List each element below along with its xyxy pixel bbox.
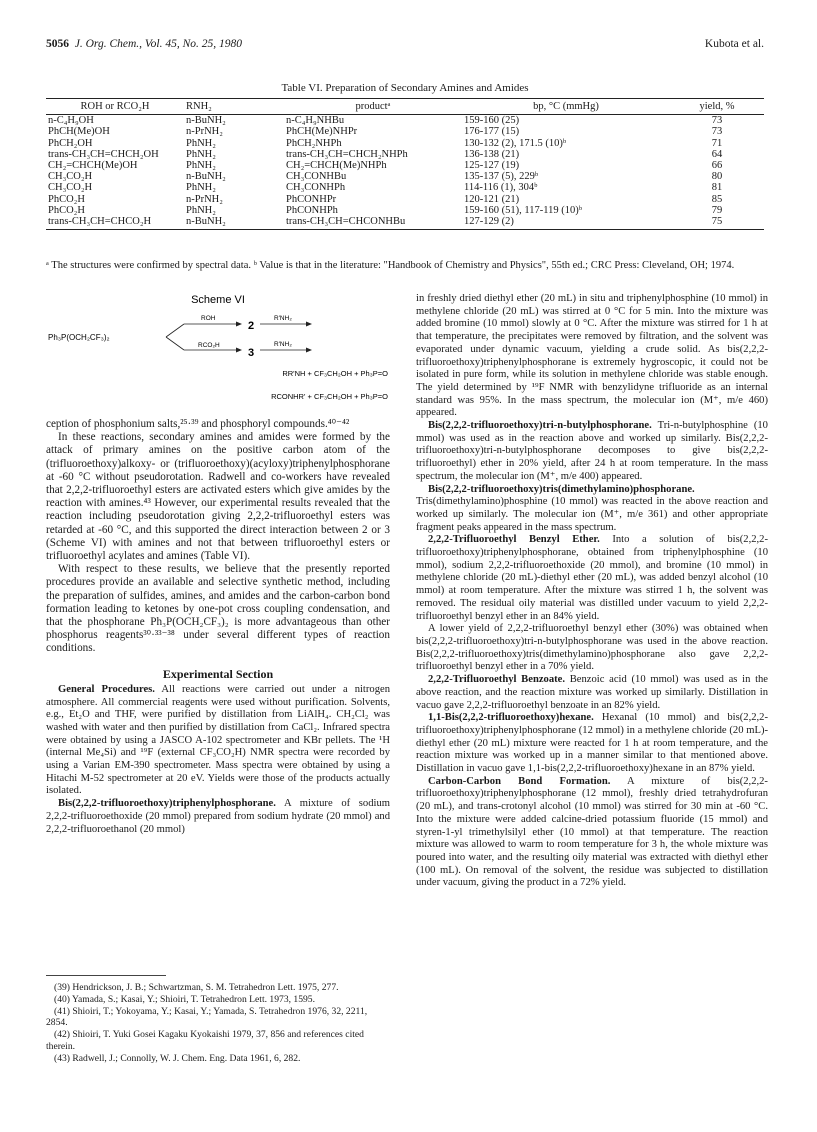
bis-triphenyl-paragraph bbox=[46, 798, 390, 836]
table-cell: 125-127 (19) bbox=[464, 160, 520, 172]
table-cell: PhCH₂NHPh bbox=[286, 137, 342, 149]
table-row bbox=[46, 182, 764, 193]
upper-amine-label: R'NH₂ bbox=[274, 315, 292, 322]
general-procedures-paragraph bbox=[46, 684, 390, 798]
table-cell: PhCO₂H bbox=[48, 204, 85, 216]
left-paragraph: In these reactions, secondary amines and amides were formed by the attack of primary amines on the positive carbon atom of the (trifluoroethoxy)alkoxy- or (trifluoroethoxy)(acyloxy)triphenylphosphorane at -60 °C without pseudorotation. Radwell and co-workers have revealed that 2,2,2-trifluoroethyl esters are activated esters which give amides by the reaction with amines.⁴³ However, our experimental results revealed that the reaction including pseudorotation giving 2,2,2-trifluoroethyl esters was retarded at -60 °C, and this supported the direct interaction between 2 or 3 (Scheme VI) with amines and not that between trifluoroethyl esters or trifluoroethyl acylates and amines (Table VI). bbox=[46, 431, 390, 563]
right-paragraph bbox=[416, 674, 768, 712]
upper-product: RR'NH + CF₃CH₂OH + Ph₃P=O bbox=[282, 369, 388, 378]
running-head-authors: Kubota et al. bbox=[704, 38, 764, 50]
right-column bbox=[416, 293, 768, 890]
table-cell: PhCO₂H bbox=[48, 193, 85, 205]
subsection-text: Benzoic acid (10 mmol) was used as in the above reaction, and the reaction mixture was worked up similarly. Distillation in vacuo gave 2,2,2-trifluoroethyl benzoate in an 82% yield. bbox=[416, 674, 769, 711]
upper-arrow-label: ROH bbox=[201, 315, 216, 322]
upper-amine-arrowhead bbox=[306, 322, 312, 327]
reference-item: (40) Yamada, S.; Kasai, Y.; Shioiri, T. Tetrahedron Lett. 1973, 1595. bbox=[54, 993, 315, 1005]
right-paragraph bbox=[416, 534, 768, 623]
subsection-title: 2,2,2-Trifluoroethyl Benzyl Ether. bbox=[428, 534, 600, 546]
table-cell: CH₃CONHPh bbox=[286, 182, 346, 194]
table-row bbox=[46, 216, 764, 230]
subsection-text: Tris(dimethylamino)phosphine (10 mmol) was reacted in the above reaction and worked up similarly. The molecular ion (M⁺, m/e 361) and other appropriate fragment peaks appeared in the mass spectrum. bbox=[416, 496, 768, 533]
table-cell: 114-116 (1), 304ᵇ bbox=[464, 182, 538, 194]
subsection-title: Bis(2,2,2-trifluoroethoxy)tri-n-butylphosphorane. bbox=[428, 420, 652, 432]
left-paragraph: ception of phosphonium salts,²⁵·³⁹ and phosphoryl compounds.⁴⁰⁻⁴² bbox=[46, 418, 350, 430]
table-cell: n-C₄H₉NHBu bbox=[286, 115, 345, 127]
compound-3-label: 3 bbox=[248, 347, 255, 359]
general-procedures-text: All reactions were carried out under a nitrogen atmosphere. All commercial reagents were used without purification. Solvents, e.g., Et₂O and THF, were purified by distillation from LiAlH₄. CH₂Cl₂ was washed with water and then purified by distillation from CaCl₂. Infrared spectra were obtained by using a JASCO A-102 spectrometer and KBr pellets. The ¹H (internal Me₄Si) and ¹⁹F (external CF₃CO₂H) NMR spectra were recorded by using a Varian EM-390 spectrometer. Mass spectra were obtained by using a Hitachi M-52 spectrometer at 20 eV. Yields were those of the products actually isolated. bbox=[46, 683, 390, 797]
table-cell: PhCONHPh bbox=[286, 204, 338, 216]
subsection-title: 1,1-Bis(2,2,2-trifluoroethoxy)hexane. bbox=[428, 712, 594, 724]
table-cell: PhNH₂ bbox=[186, 148, 216, 160]
right-paragraph bbox=[416, 484, 768, 535]
subsection-text: Tri-n-butylphosphine (10 mmol) was used as in the reaction above and worked up similarly. Bis(2,2,2-trifluoroethoxy)tri-n-butylphosphorane decomposes to give bis(2,2,2-trifluoroethyl) ether in 20% yield, after 24 h at room temperature. In the mass spectrum, the molecular ion (M⁺, m/e 400) appeared. bbox=[416, 420, 768, 482]
table-cell: 176-177 (15) bbox=[464, 126, 520, 138]
table-cell: CH₃CO₂H bbox=[48, 182, 93, 194]
table-cell: 85 bbox=[711, 193, 723, 205]
scheme-title: Scheme VI bbox=[191, 294, 245, 306]
table-cell: 135-137 (5), 229ᵇ bbox=[464, 171, 539, 183]
left-column bbox=[46, 418, 390, 836]
bis-triphenyl-text: A mixture of sodium 2,2,2-trifluoroethoxide (20 mmol) prepared from sodium hydrate (20 mmol) and 2,2,2-trifluoroethanol (20 mmol) bbox=[46, 798, 390, 835]
table-cell: n-PrNH₂ bbox=[186, 126, 223, 138]
subsection-text: A mixture of bis(2,2,2-trifluoroethoxy)triphenylphosphorane (12 mmol), freshly dried tetrahydrofuran (20 mL), and trans-crotonyl alcohol (10 mmol) was stirred for 30 min at -60 °C. Into the mixture were added calcine-dried potassium fluoride (15 mmol) and styren-1-yl trimethylsilyl ether (10 mmol) at that temperature. The reaction mixture was allowed to warm to room temperature for 3 h, the whole mixture was poured into water, and the resulting oily material was extracted with diethyl ether (100 mL). On removal of the solvent, the residue was subjected to distillation under vacuum, giving the product in a 72% yield. bbox=[416, 775, 768, 889]
right-paragraph: in freshly dried diethyl ether (20 mL) in situ and triphenylphosphine (10 mmol) in methylene chloride (20 mL) was stirred at 0 °C for 5 min. Into the mixture was added bromine (10 mmol) slowly at 0 °C. After the mixture was stirred for 1 h at that temperature, the precipitates were removed by filtration, and the solvent was evaporated under dynamic vacuum, yielding a crude solid. As bis(2,2,2-trifluoroethoxy)triphenylphosphorane is extremely hygroscopic, it could not be isolated in pure form, while its solution in methylene chloride was stable enough. The yield determined by ¹⁹F NMR with benzylidyne trifluoride as an internal standard was 95%. In the mass spectrum, the molecular ion (M⁺, m/e 460) appeared. bbox=[416, 293, 768, 419]
table-header-cell: ROH or RCO₂H bbox=[80, 101, 150, 112]
table-footnote: ᵃ The structures were confirmed by spectral data. ᵇ Value is that in the literature: "Handbook of Chemistry and Physics", 55th ed.; CRC Press: Cleveland, OH; 1974. bbox=[46, 260, 735, 271]
table-cell: CH₃CONHBu bbox=[286, 171, 347, 183]
table-cell: PhNH₂ bbox=[186, 182, 216, 194]
references-rule bbox=[46, 975, 166, 976]
subsection-title: Bis(2,2,2-trifluoroethoxy)tris(dimethylamino)phosphorane. bbox=[428, 483, 695, 495]
reference-item: (39) Hendrickson, J. B.; Schwartzman, S. M. Tetrahedron Lett. 1975, 277. bbox=[54, 982, 339, 993]
table-cell: 159-160 (51), 117-119 (10)ᵇ bbox=[464, 204, 582, 216]
page-number: 5056 bbox=[46, 38, 69, 50]
table-cell: trans-CH₃CH=CHCONHBu bbox=[286, 216, 406, 228]
subsection-title: 2,2,2-Trifluoroethyl Benzoate. bbox=[428, 674, 566, 686]
table-cell: 73 bbox=[711, 115, 723, 127]
table-cell: n-BuNH₂ bbox=[186, 171, 226, 183]
table-caption: Table VI. Preparation of Secondary Amines and Amides bbox=[281, 82, 529, 94]
table-cell: PhNH₂ bbox=[186, 137, 216, 149]
table-cell: trans-CH₃CH=CHCH₂NHPh bbox=[286, 148, 408, 160]
reference-item: (42) Shioiri, T. Yuki Gosei Kagaku Kyokaishi 1979, 37, 856 and references cited therein. bbox=[46, 1029, 364, 1052]
lower-product: RCONHR' + CF₃CH₂OH + Ph₃P=O bbox=[271, 392, 388, 401]
right-paragraph: A lower yield of 2,2,2-trifluoroethyl benzyl ether (30%) was obtained when bis(2,2,2-trifluoroethoxy)tri-n-butylphosphorane was used in the above reaction. Bis(2,2,2-trifluoroethoxy)tris(dimethylamino)phosphorane also gave 2,2,2-trifluoroethyl benzyl ether in a 70% yield. bbox=[416, 623, 768, 673]
upper-branch-line bbox=[166, 324, 184, 337]
table-row bbox=[46, 149, 764, 160]
table-cell: 120-121 (21) bbox=[464, 193, 520, 205]
lower-branch-line bbox=[166, 337, 184, 350]
table-header-cell: bp, °C (mmHg) bbox=[533, 101, 599, 112]
left-paragraph: With respect to these results, we believe that the presently reported procedures provide an available and selective synthetic method, including the preparation of sulfides, amines, and amides and the carbon-carbon bond formation leading to ketones by one-pot cross coupling condensation, and that the phosphorane Ph₃P(OCH₂CF₃)₂ is more advantageous than other phosphorus reagents³⁰·³³⁻³⁸ under several different types of reaction conditions. bbox=[46, 563, 390, 655]
table-cell: PhCH₂OH bbox=[48, 137, 93, 149]
table-header-cell: RNH₂ bbox=[186, 101, 212, 112]
table-cell: PhCH(Me)NHPr bbox=[286, 126, 358, 138]
running-head bbox=[46, 38, 764, 56]
reference-item: (43) Radwell, J.; Connolly, W. J. Chem. Eng. Data 1961, 6, 282. bbox=[54, 1052, 301, 1064]
table-cell: 66 bbox=[711, 160, 723, 172]
subsection-title: Carbon-Carbon Bond Formation. bbox=[428, 775, 611, 787]
table-row bbox=[46, 160, 764, 171]
table-cell: CH₂=CHCH(Me)OH bbox=[48, 160, 138, 172]
lower-arrowhead bbox=[236, 348, 242, 353]
scheme-vi bbox=[46, 292, 390, 412]
table-cell: PhNH₂ bbox=[186, 204, 216, 216]
lower-arrow-label: RCO₂H bbox=[198, 342, 220, 349]
experimental-section-title: Experimental Section bbox=[162, 666, 274, 681]
table-cell: PhNH₂ bbox=[186, 160, 216, 172]
table-cell: 127-129 (2) bbox=[464, 216, 514, 228]
reference-item: (41) Shioiri, T.; Yokoyama, Y.; Kasai, Y.; Yamada, S. Tetrahedron 1976, 32, 2211, 2854. bbox=[46, 1005, 368, 1029]
subsection-text: Into a solution of bis(2,2,2-trifluoroethoxy)triphenylphosphorane, obtained from triphenylphosphine (10 mmol), sodium 2,2,2-trifluoroethoxide (20 mmol), and bromine (10 mmol) in methylene chloride (20 mL)-diethyl ether (20 mL), was added benzyl alcohol (10 mmol) at room temperature. After the mixture was stirred 1 h, the solvent was removed. The residual oily material was distilled under vacuum to yield 2,2,2-trifluoroethyl benzyl ether in an 84% yield. bbox=[416, 534, 768, 622]
scheme-diagram bbox=[46, 292, 390, 412]
table-cell: 136-138 (21) bbox=[464, 148, 520, 160]
table-cell: 130-132 (2), 171.5 (10)ᵇ bbox=[464, 137, 567, 149]
journal-name: J. Org. Chem., bbox=[74, 38, 143, 50]
upper-arrowhead bbox=[236, 322, 242, 327]
table-cell: 73 bbox=[711, 126, 723, 138]
table-row bbox=[46, 138, 764, 149]
lower-amine-arrowhead bbox=[306, 348, 312, 353]
table-cell: trans-CH₃CH=CHCO₂H bbox=[48, 216, 152, 228]
subsection-text: Hexanal (10 mmol) and bis(2,2,2-trifluoroethoxy)triphenylphosphorane (12 mmol) in a methylene chloride (20 mL)-diethyl ether (20 mL) mixture were reacted for 1 h at room temperature, and the reaction mixture was worked up in a manner similar to that mentioned above. Distillation in vacuo gave 1,1-bis(2,2,2-trifluoroethoxy)hexane in an 87% yield. bbox=[416, 712, 768, 775]
table-row bbox=[46, 171, 764, 182]
right-paragraph bbox=[416, 776, 768, 890]
table-cell: n-BuNH₂ bbox=[186, 216, 226, 228]
scheme-reagent: Ph₃P(OCH₂CF₃)₂ bbox=[48, 333, 110, 342]
lower-amine-label: R'NH₂ bbox=[274, 341, 292, 348]
journal-volume: Vol. 45, No. 25, 1980 bbox=[144, 38, 243, 50]
references-list bbox=[46, 982, 390, 1065]
table-cell: CH₃CO₂H bbox=[48, 171, 93, 183]
table-row bbox=[46, 115, 764, 127]
running-head-left bbox=[46, 38, 242, 50]
general-procedures-title: General Procedures. bbox=[58, 683, 155, 695]
table-cell: trans-CH₃CH=CHCH₂OH bbox=[48, 148, 159, 160]
table-cell: 75 bbox=[711, 216, 723, 228]
table-cell: 159-160 (25) bbox=[464, 115, 520, 127]
table-row bbox=[46, 205, 764, 216]
table-cell: PhCONHPr bbox=[286, 193, 337, 205]
table-cell: 64 bbox=[711, 148, 723, 160]
table-cell: 81 bbox=[711, 182, 723, 194]
right-paragraph bbox=[416, 420, 768, 484]
table-cell: 71 bbox=[711, 137, 723, 149]
table-header-cell: productᵃ bbox=[355, 101, 391, 112]
table-row bbox=[46, 126, 764, 137]
bis-triphenyl-title: Bis(2,2,2-trifluoroethoxy)triphenylphosphorane. bbox=[58, 798, 276, 810]
table-cell: n-BuNH₂ bbox=[186, 115, 226, 127]
table-cell: n-PrNH₂ bbox=[186, 193, 223, 205]
compound-2-label: 2 bbox=[248, 320, 255, 332]
table-cell: 79 bbox=[711, 204, 723, 216]
table-header-row bbox=[46, 99, 764, 115]
right-paragraph bbox=[416, 712, 768, 776]
table-cell: CH₂=CHCH(Me)NHPh bbox=[286, 160, 387, 172]
table-cell: 80 bbox=[711, 171, 723, 183]
table-row bbox=[46, 194, 764, 205]
table-cell: n-C₄H₉OH bbox=[48, 115, 94, 127]
table-header-cell: yield, % bbox=[699, 101, 735, 112]
amines-table bbox=[46, 98, 764, 230]
table-cell: PhCH(Me)OH bbox=[48, 126, 110, 138]
